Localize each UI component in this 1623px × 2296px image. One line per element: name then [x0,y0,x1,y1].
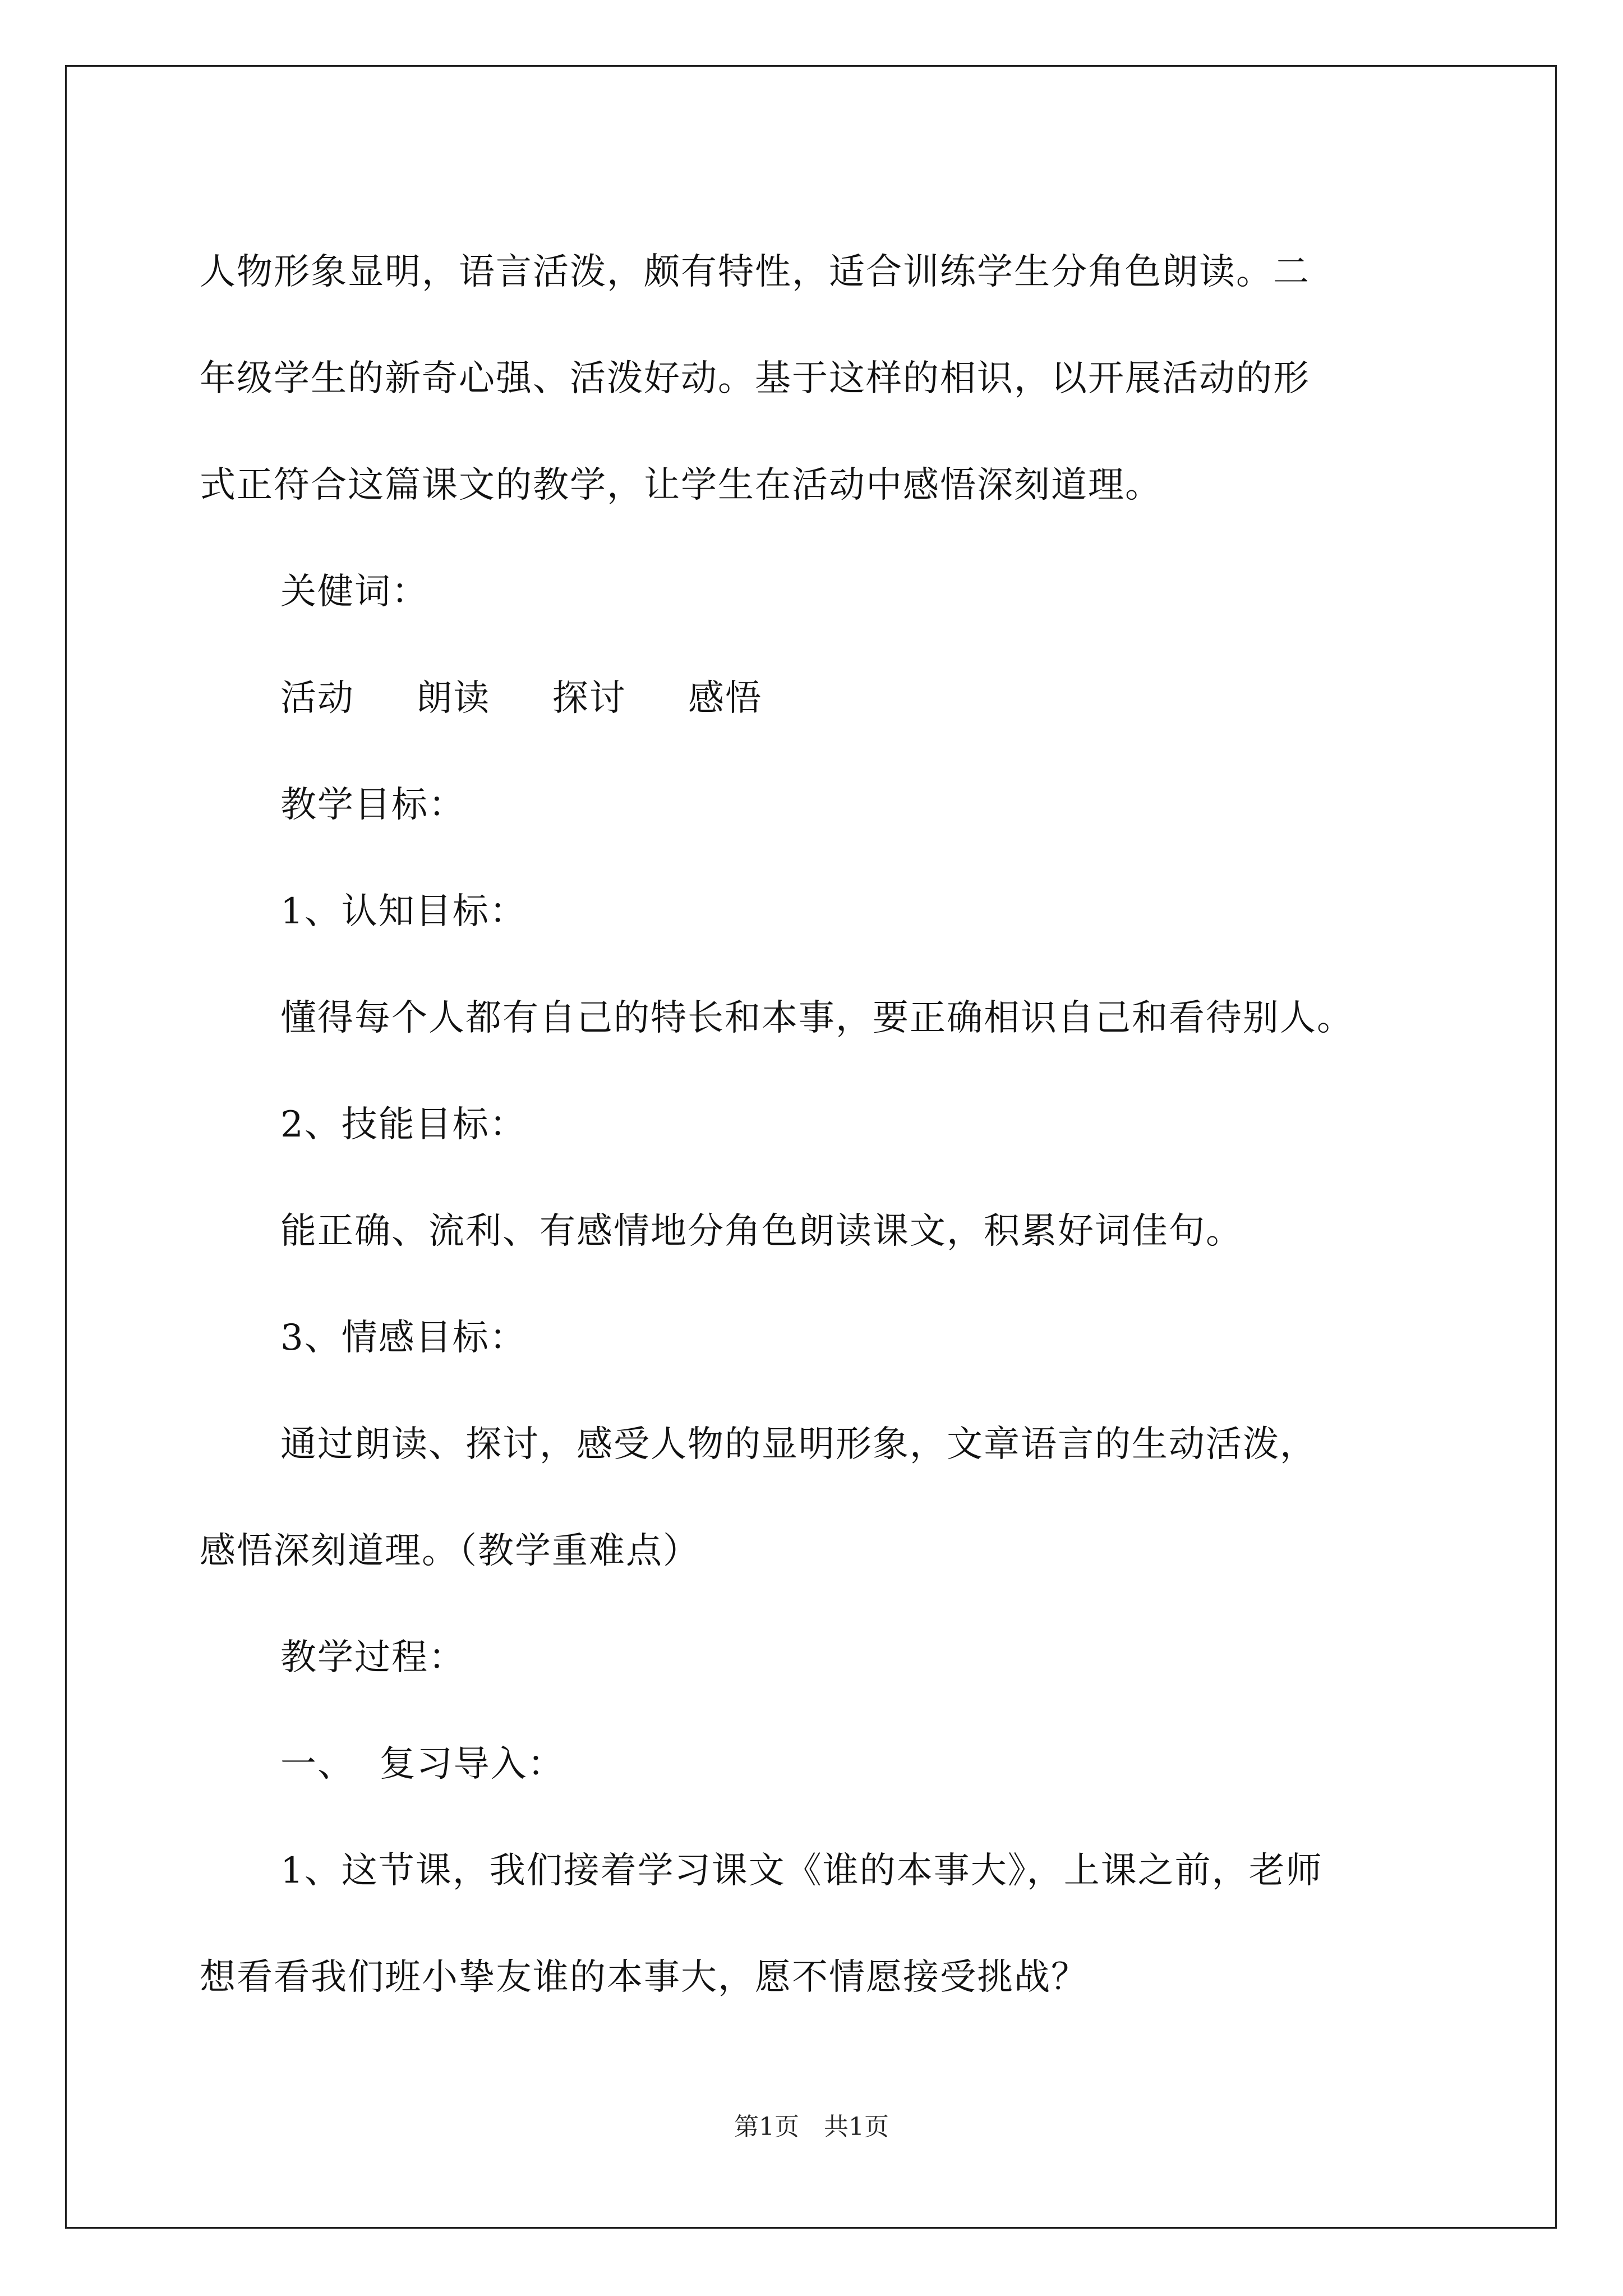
emotion-goal-text-line-1: 通过朗读、探讨，感受人物的显明形象，文章语言的生动活泼， [280,1424,1317,1465]
paragraph-line-2: 年级学生的新奇心强、活泼好动。基于这样的相识，以开展活动的形 [200,358,1310,399]
keyword-item: 朗读 [416,678,491,719]
keywords-heading: 关健词： [280,571,428,613]
teaching-goals-heading: 教学目标： [280,784,465,826]
skill-goal-text: 能正确、流利、有感情地分角色朗读课文，积累好词佳句。 [280,1211,1243,1252]
paragraph-line-3: 式正符合这篇课文的教学，让学生在活动中感悟深刻道理。 [200,464,1162,506]
teaching-process-heading: 教学过程： [280,1637,465,1678]
keyword-item: 活动 [280,678,354,719]
review-intro-heading: 一、 复习导入： [280,1743,565,1785]
cognitive-goal-heading: 1、认知目标： [280,891,527,932]
keywords-list [200,645,1456,752]
keyword-item: 感悟 [688,678,763,719]
document-body [200,219,1456,2031]
keyword-item: 探讨 [552,678,626,719]
review-intro-text-line-2: 想看看我们班小挚友谁的本事大，愿不情愿接受挑战？ [200,1957,1088,1998]
paragraph-line-1: 人物形象显明，语言活泼，颇有特性，适合训练学生分角色朗读。二 [200,251,1310,293]
review-intro-text-line-1: 1、这节课，我们接着学习课文《谁的本事大》，上课之前，老师 [280,1850,1323,1892]
emotion-goal-heading: 3、情感目标： [280,1317,527,1359]
skill-goal-heading: 2、技能目标： [280,1104,527,1145]
page-footer: 第1页 共1页 [734,2113,889,2141]
cognitive-goal-text: 懂得每个人都有自己的特长和本事，要正确相识自己和看待别人。 [280,997,1354,1039]
emotion-goal-text-line-2: 感悟深刻道理。（教学重难点） [200,1530,700,1572]
